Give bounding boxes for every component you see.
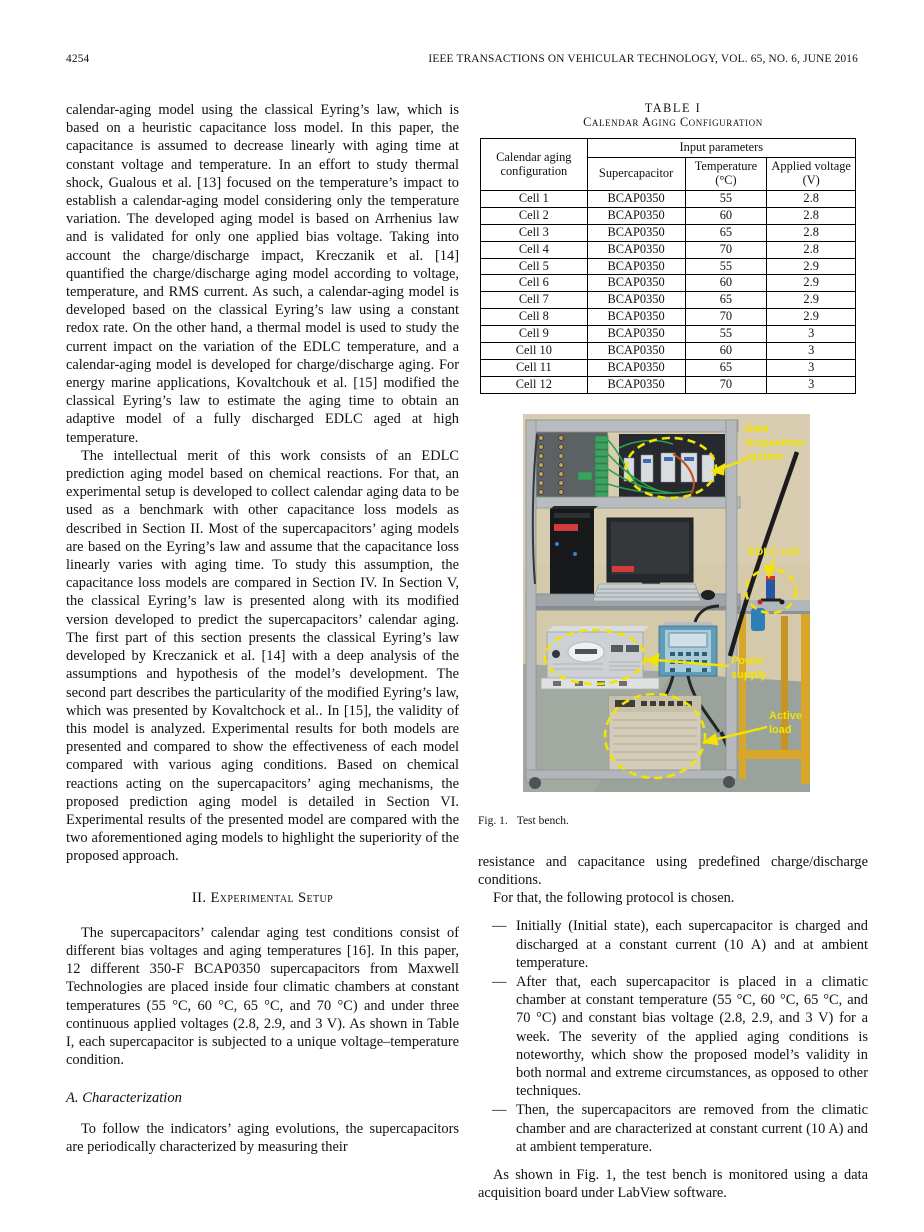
table-header-cell: Applied voltage (V) [767, 158, 856, 191]
figure-caption-label: Fig. 1. [478, 814, 508, 827]
table-cell: BCAP0350 [587, 359, 685, 376]
table-cell: 60 [685, 275, 767, 292]
body-paragraph: resistance and capacitance using predefined charge/discharge conditions. [478, 853, 868, 888]
mouse [701, 590, 715, 600]
list-item [478, 1101, 868, 1156]
figure-caption [478, 815, 868, 828]
table-row [481, 224, 856, 241]
calendar-aging-table [480, 138, 856, 394]
table-row [481, 309, 856, 326]
caster-wheel [529, 777, 541, 789]
table-cell: 60 [685, 207, 767, 224]
body-paragraph: calendar-aging model using the classical Eyring’s law, which is based on a heuristic capacitance loss model. In this paper, the capacitance is assumed to decrease linearly with aging time at constant voltage and temperature. In an effort to study thermal shock, Gualous et al. [13] focused on the temperature’s impact to establish a calendar-aging model considering only the temperature variation. The developed aging model is based on Arrhenius law and is validated for only one applied bias voltage. Taking into account the charge/discharge impact, Kreczanik et al. [14] quantified the charge/discharge aging model according to voltage, temperature, and RMS current. As such, a calendar-aging model is developed based on the classical Eyring’s law using a constant redox rate. On the other hand, a thermal model is used to study the current impact on the variation of the EDLC temperature, and a calendar-aging model is developed for charge/discharge aging. For energy marine applications, Kovaltchouk et al. [15] modified the classical Eyring’s law to estimate the aging time to obtain an adaptive model of a fully discharged EDLC aged at high temperature. [66, 102, 459, 446]
table-cell: 70 [685, 241, 767, 258]
table-caption: Calendar Aging Configuration [583, 115, 763, 129]
table-cell: 55 [685, 191, 767, 208]
table-row [481, 343, 856, 360]
table-cell: 55 [685, 258, 767, 275]
table-cell: Cell 11 [481, 359, 588, 376]
table-cell: 60 [685, 343, 767, 360]
list-item-text: Initially (Initial state), each supercapacitor is charged and discharged at a constant current (10 A) and at ambient temperature. [516, 918, 868, 971]
table-cell: Cell 5 [481, 258, 588, 275]
right-column [478, 101, 868, 1202]
power-supply-label: Power supply [731, 654, 767, 681]
daq-label: Data Acquisition system [745, 422, 805, 463]
table-cell: 3 [767, 326, 856, 343]
table-cell: BCAP0350 [587, 258, 685, 275]
table-cell: Cell 3 [481, 224, 588, 241]
list-item-text: After that, each supercapacitor is placed in a climatic chamber at constant temperature (55 °C, 60 °C, 65 °C, and 70 °C) and constant bias voltage (2.8, 2.9, and 3 V) for a week. The severity of the applied aging conditions is noteworthy, which show the proposed model’s validity in both normal and extreme circumstances, as opposed to other techniques. [516, 973, 868, 1100]
table-header-row [481, 139, 856, 158]
table-row [481, 258, 856, 275]
table-row [481, 275, 856, 292]
test-bench-photo [523, 414, 810, 792]
subsection-heading: A. Characterization [66, 1090, 182, 1107]
daq-compartment [531, 426, 725, 506]
table-number: TABLE I [644, 101, 702, 115]
table-cell: 2.8 [767, 224, 856, 241]
table-cell: 65 [685, 224, 767, 241]
table-cell: 3 [767, 359, 856, 376]
table-cell: BCAP0350 [587, 326, 685, 343]
rack-bottom-beam [526, 770, 737, 779]
edlc-label: EDLC cell [748, 545, 800, 558]
body-paragraph: For that, the following protocol is chosen. [493, 890, 735, 907]
table-header-cell: Supercapacitor [587, 158, 685, 191]
caster-wheel [723, 776, 735, 788]
page-number: 4254 [66, 53, 90, 65]
table-cell: 2.9 [767, 309, 856, 326]
table-cell: 3 [767, 343, 856, 360]
table-cell: 2.8 [767, 191, 856, 208]
body-paragraph: The supercapacitors’ calendar aging test conditions consist of different bias voltages and aging temperatures [16]. In this paper, 12 different 350-F BCAP0350 supercapacitors from Maxwell Technologies are placed inside four climatic chambers at constant temperatures (55 °C, 60 °C, 65 °C, and 70 °C) and under three continuous applied voltages (2.8, 2.9, and 3 V). As shown in Table I, each supercapacitor is subjected to a unique voltage–temperature condition. [66, 924, 459, 1069]
table-row [481, 207, 856, 224]
list-item-marker: — [492, 1102, 507, 1119]
rack-post-right [726, 420, 737, 780]
table-cell: BCAP0350 [587, 207, 685, 224]
table-cell: Cell 6 [481, 275, 588, 292]
table-row [481, 359, 856, 376]
body-paragraph: As shown in Fig. 1, the test bench is monitored using a data acquisition board under LabView software. [478, 1166, 868, 1202]
table-cell: 70 [685, 376, 767, 393]
table-cell: 65 [685, 359, 767, 376]
protocol-list [478, 917, 868, 1156]
table-cell: 2.8 [767, 207, 856, 224]
list-item-text: Then, the supercapacitors are removed from the climatic chamber and are characterized at constant current (10 A) and at ambient temperature. [516, 1102, 868, 1155]
table-cell: BCAP0350 [587, 292, 685, 309]
table-cell: 3 [767, 376, 856, 393]
list-item-marker: — [492, 973, 507, 990]
table-cell: 70 [685, 309, 767, 326]
table-cell: 2.9 [767, 275, 856, 292]
measurement-unit [659, 622, 717, 676]
table-cell: Cell 1 [481, 191, 588, 208]
journal-title: IEEE TRANSACTIONS ON VEHICULAR TECHNOLOGY, VOL. 65, NO. 6, JUNE 2016 [428, 53, 858, 65]
list-item [478, 917, 868, 972]
table-cell: BCAP0350 [587, 275, 685, 292]
table-cell: Cell 4 [481, 241, 588, 258]
table-header-cell: Calendar aging configuration [481, 139, 588, 191]
table-header-cell: Input parameters [587, 139, 855, 158]
table-titles [478, 101, 868, 129]
body-paragraph: The intellectual merit of this work consists of an EDLC prediction aging model based on chemical reactions. For that, an experimental setup is developed to collect calendar aging data to be used as a benchmark with other capacitance loss models as described in Section II. Most of the supercapacitors’ aging models are based on the Eyring’s law and assume that the capacitance loss linearly varies with aging time. To study this assumption, the capacitance loss models are compared in Section IV. In Section V, the classical Eyring’s law is presented along with its modified version developed to predict the supercapacitors’ calendar aging. The first part of this section presents the classical Eyring’s law developed by Kreczanick et al. [14] with a deep analysis of the assumptions and hypothesis of the model’s development. The second part describes the particularity of the modified Eyring’s law, which was presented by Kovaltchock et al.. In [15], the validity of this model is analyzed. Experimental results for both models are presented and compared to show the effectiveness of each model compared with various aging conditions. Based on chemical reactions acting on the supercapacitors’ aging mechanisms, the proposed prediction aging model is detailed in Section VI. Experimental results of the presented model are compared with the two aforementioned aging models to highlight the superiority of the proposed approach. [66, 447, 459, 865]
figure-1 [523, 414, 810, 792]
table-cell: BCAP0350 [587, 309, 685, 326]
table-cell: Cell 12 [481, 376, 588, 393]
table-row [481, 241, 856, 258]
table-cell: BCAP0350 [587, 241, 685, 258]
table-cell: 65 [685, 292, 767, 309]
active-load-label: Active load [769, 709, 803, 736]
table-row [481, 326, 856, 343]
page-header [66, 53, 858, 65]
table-header-cell: Temperature (°C) [685, 158, 767, 191]
table-row [481, 191, 856, 208]
list-item-marker: — [492, 918, 507, 935]
table-cell: BCAP0350 [587, 376, 685, 393]
table-cell: Cell 10 [481, 343, 588, 360]
figure-caption-text: Test bench. [516, 814, 569, 827]
table-cell: 2.9 [767, 258, 856, 275]
left-column [66, 101, 459, 1156]
active-load-unit [609, 696, 701, 770]
table-cell: Cell 2 [481, 207, 588, 224]
table-cell: BCAP0350 [587, 191, 685, 208]
table-cell: Cell 9 [481, 326, 588, 343]
table-row [481, 376, 856, 393]
keyboard [593, 584, 701, 601]
power-supply-unit [547, 626, 649, 678]
table-cell: 2.8 [767, 241, 856, 258]
rack-top-beam [526, 420, 738, 432]
table-cell: 2.9 [767, 292, 856, 309]
table-cell: Cell 7 [481, 292, 588, 309]
table-cell: BCAP0350 [587, 224, 685, 241]
table-cell: BCAP0350 [587, 343, 685, 360]
computer-station [550, 506, 693, 595]
section-heading: II. Experimental Setup [191, 889, 334, 906]
table-row [481, 292, 856, 309]
list-item [478, 973, 868, 1100]
table-cell: Cell 8 [481, 309, 588, 326]
body-paragraph: To follow the indicators’ aging evolutions, the supercapacitors are periodically characterized by measuring their [66, 1120, 459, 1155]
table-cell: 55 [685, 326, 767, 343]
